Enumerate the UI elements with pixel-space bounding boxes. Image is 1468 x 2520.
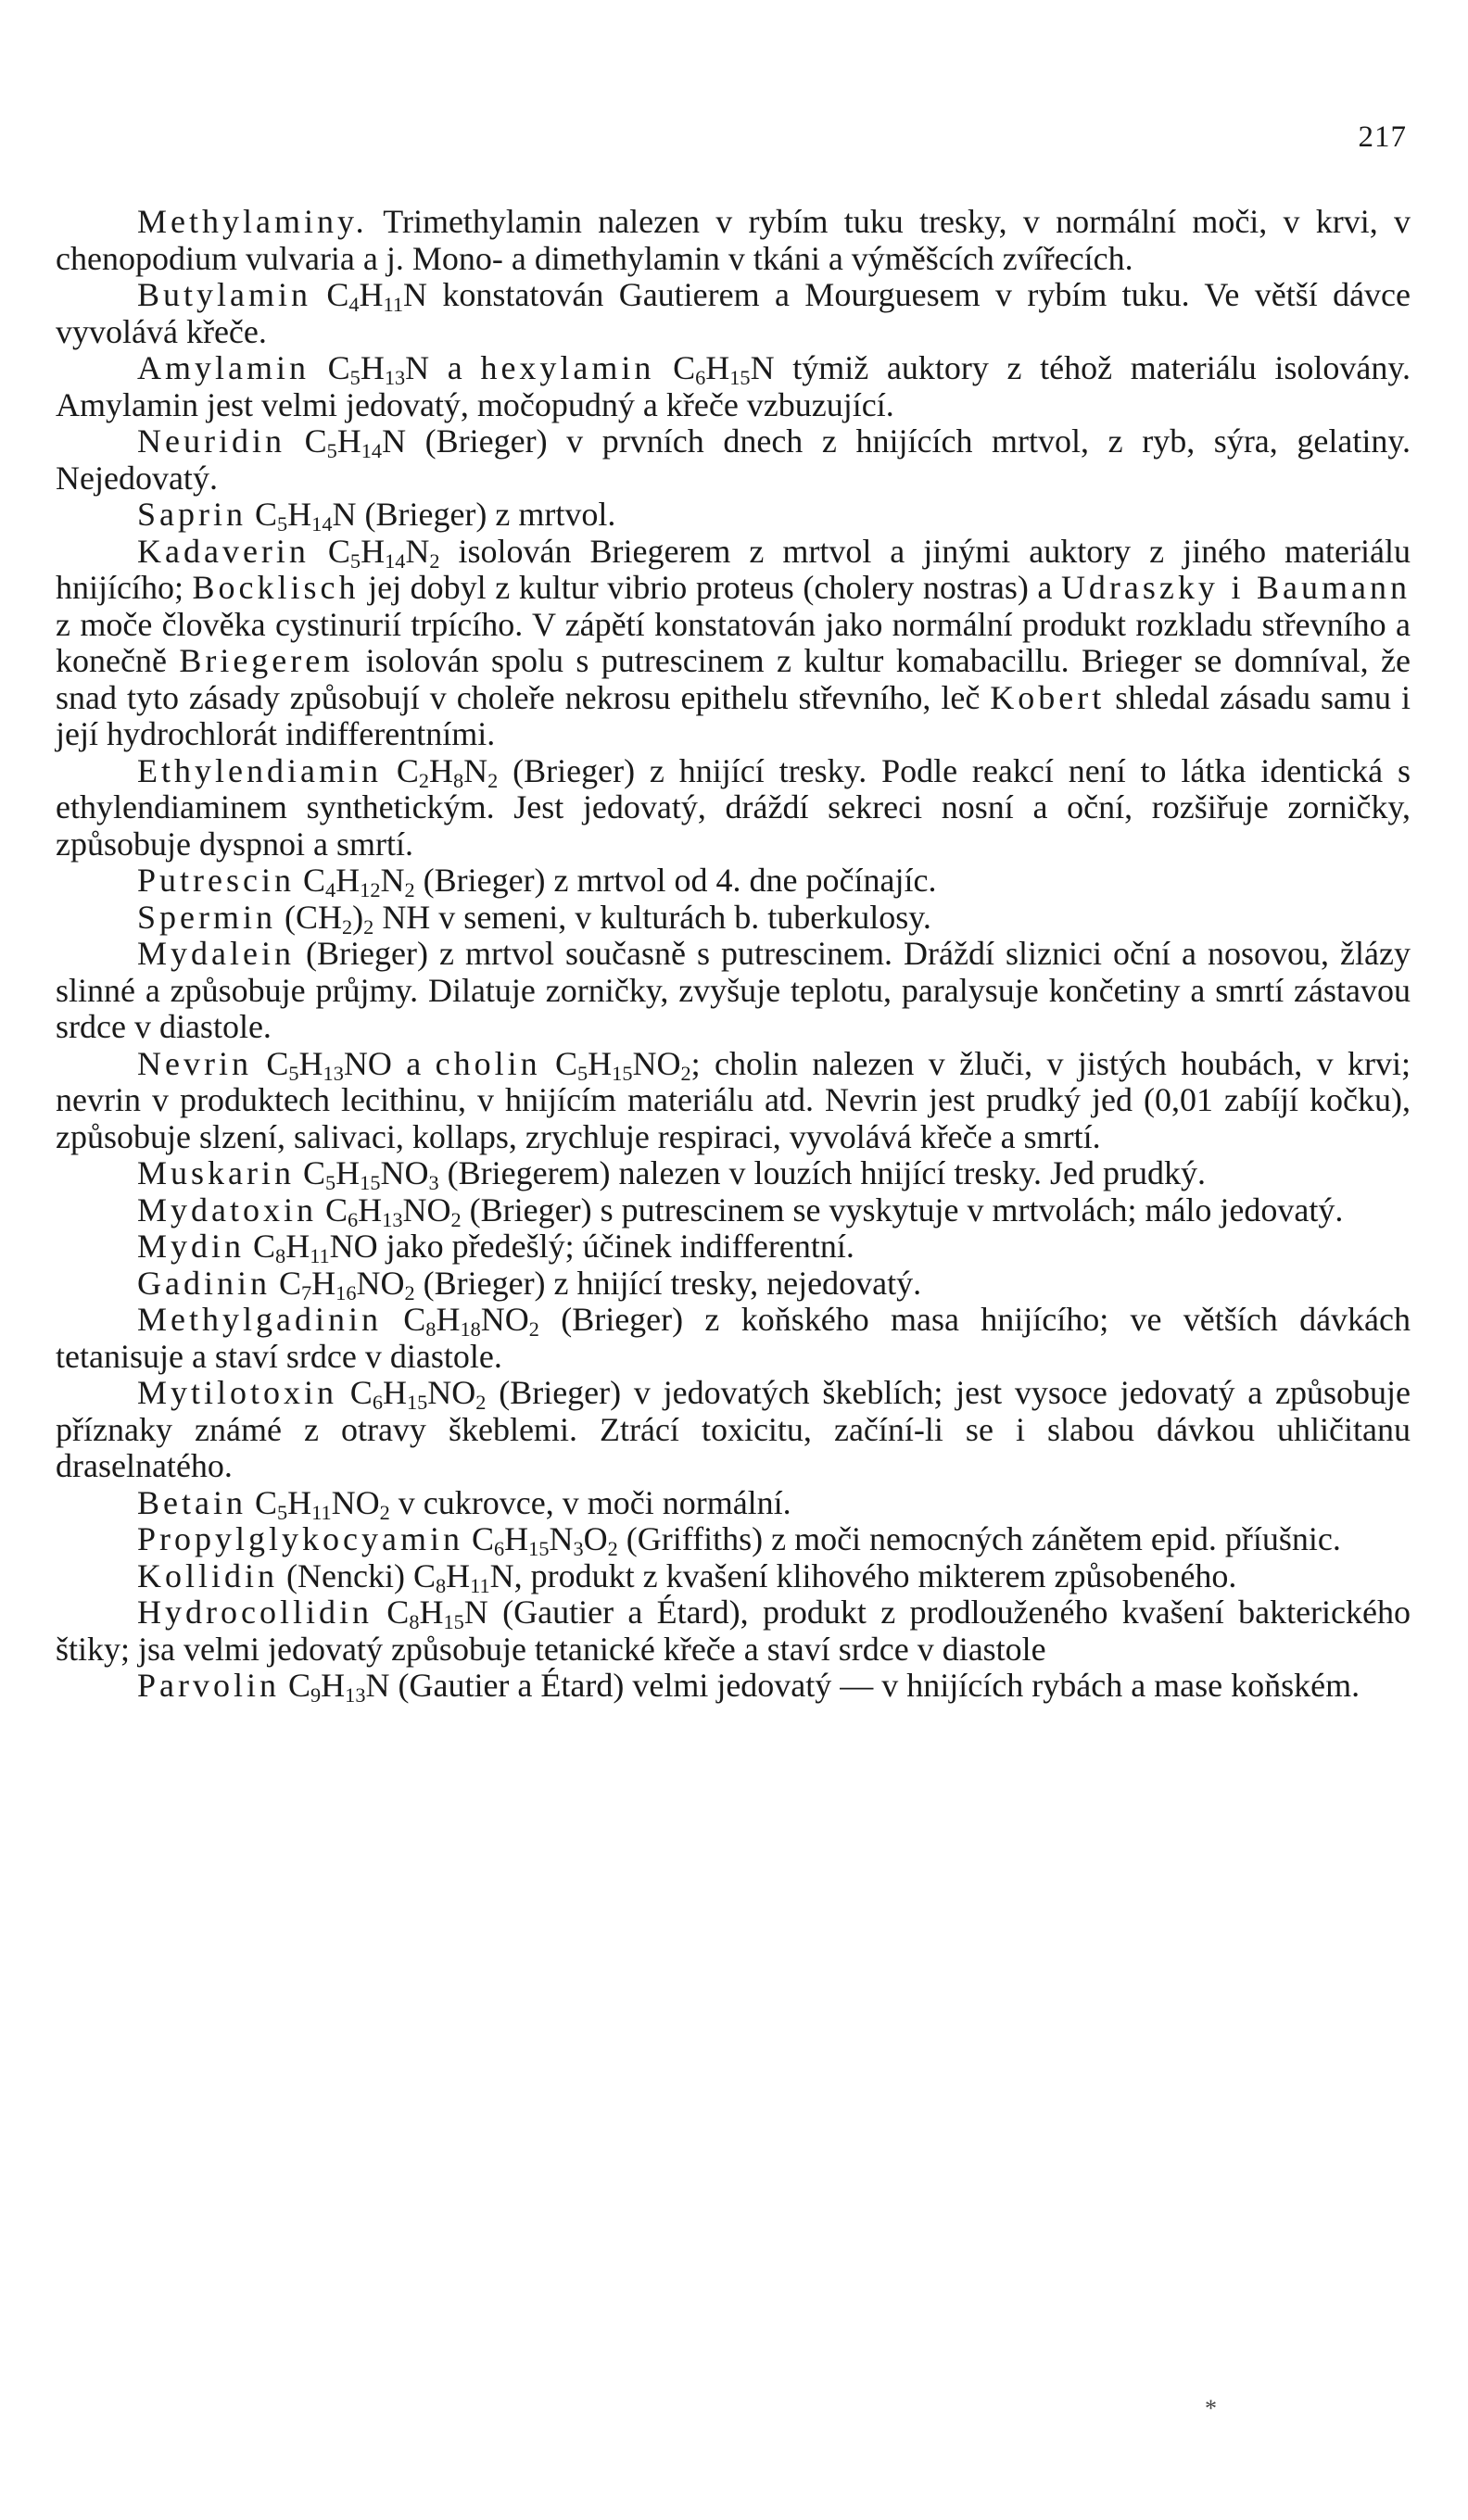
author-name: Bocklisch [192, 569, 360, 606]
body-text: ) [352, 898, 364, 936]
entry-parvolin [56, 1668, 1411, 1705]
subscript: 5 [349, 548, 361, 573]
body-text: (CH [276, 898, 342, 936]
subscript: 2 [404, 1280, 415, 1304]
subscript: 2 [487, 768, 499, 792]
body-text: H [335, 862, 361, 899]
subscript: 2 [528, 1317, 539, 1342]
compound-term: Parvolin [137, 1667, 280, 1704]
entry-kollidin [56, 1558, 1411, 1595]
body-text: NO jako předešlý; účinek indifferentní. [329, 1228, 854, 1265]
body-text: C [654, 349, 696, 386]
compound-term: Spermin [137, 898, 276, 936]
body-text: NO [356, 1264, 405, 1302]
entry-hydrocollidin [56, 1594, 1411, 1668]
subscript: 5 [349, 366, 361, 390]
compound-term: Gadinin [137, 1264, 271, 1302]
entry-neuridin [56, 423, 1411, 497]
compound-term: Saprin [137, 496, 247, 533]
body-text: C [245, 1228, 276, 1265]
body-text: NO [380, 1154, 429, 1191]
subscript: 13 [345, 1683, 366, 1707]
entry-muskarin [56, 1154, 1411, 1195]
subscript: 15 [612, 1061, 633, 1085]
body-text: N (Gautier a Étard), produkt z prodlouženého kvašení bakterického štiky; jsa velmi jedovatý způsobuje tetanické křeče a staví srdce v diastole [56, 1594, 1411, 1668]
subscript: 11 [383, 293, 404, 317]
body-text: z moče člověka cystinurií trpícího. V zápětí konstatován jako normální produkt rozkladu střevního a konečně [56, 605, 1411, 679]
compound-term: Ethylendiamin [137, 751, 382, 789]
subscript: 5 [277, 512, 288, 536]
body-text: C [337, 1374, 373, 1411]
compound-term: Neuridin [137, 422, 285, 460]
entry-mytilotoxin [56, 1375, 1411, 1485]
author-name: Kobert [990, 678, 1106, 716]
entry-betain [56, 1485, 1411, 1522]
body-text: H [358, 1191, 383, 1228]
body-text: O [583, 1520, 608, 1557]
body-text: H [504, 1520, 529, 1557]
body-text: (Nencki) C [278, 1556, 436, 1594]
entry-propylglykocyamin [56, 1520, 1411, 1561]
subscript: 8 [425, 1317, 437, 1342]
subscript: 18 [460, 1317, 481, 1342]
subscript: 4 [348, 293, 360, 317]
body-text: H [298, 1044, 323, 1082]
body-text: H [436, 1301, 461, 1338]
subscript: 5 [277, 1500, 288, 1524]
compound-term: Amylamin [137, 349, 310, 386]
subscript: 2 [404, 878, 415, 902]
subscript: 9 [310, 1683, 322, 1707]
page-number: 217 [1358, 120, 1407, 154]
compound-term: Kadaverin [137, 532, 310, 570]
body-text: (Brieger) z mrtvol od 4. dne počínajíc. [414, 862, 937, 899]
subscript: 5 [325, 1171, 336, 1195]
body-text: NO [402, 1191, 451, 1228]
body-text: N, produkt z kvašení klihového mikterem způsobeného. [489, 1556, 1237, 1594]
subscript: 15 [406, 1391, 428, 1415]
compound-term: Butylamin [137, 276, 311, 313]
entry-nevrin [56, 1046, 1411, 1156]
subscript: 7 [301, 1280, 312, 1304]
body-text: C [381, 751, 419, 789]
subscript: 12 [360, 878, 381, 902]
compound-term: Betain [137, 1483, 247, 1521]
body-text: (Brieger) z mrtvol současně s putrescinem. Dráždí sliznici oční a nosovou, žlázy slinné a způsobuje průjmy. Dilatuje zorničky, zvyšuje teplotu, paralysuje končetiny a smrtí zástavou srdce v diastole. [56, 935, 1411, 1045]
entry-ethylendiamin [56, 753, 1411, 863]
subscript: 6 [494, 1537, 505, 1561]
subscript: 11 [470, 1573, 490, 1597]
subscript: 8 [435, 1573, 447, 1597]
entry-butylamin [56, 277, 1411, 350]
subscript: 4 [325, 878, 336, 902]
subscript: 14 [311, 512, 333, 536]
body-text: H [429, 751, 453, 789]
body-text: C [381, 1301, 426, 1338]
body-text: C [246, 1483, 277, 1521]
body-text: C [280, 1667, 311, 1704]
subscript: 5 [288, 1061, 299, 1085]
body-text: (Briegerem) nalezen v louzích hnijící tresky. Jed prudký. [438, 1154, 1207, 1191]
body-text: (Brieger) z koňského masa hnijícího; ve větších dávkách tetanisuje a staví srdce v diastole. [56, 1301, 1411, 1375]
body-text: isolován Briegerem z mrtvol a jinými auktory z jiného materiálu hnijícího; [56, 532, 1411, 606]
body-text: v cukrovce, v moči normální. [389, 1483, 791, 1521]
body-text: C [247, 496, 278, 533]
body-text: NO [427, 1374, 476, 1411]
entry-methylgadinin [56, 1302, 1411, 1375]
compound-term: Mydalein [137, 935, 295, 972]
subscript: 13 [382, 1207, 403, 1231]
subscript: 5 [577, 1061, 588, 1085]
body-text: C [294, 862, 325, 899]
compound-term: Hydrocollidin [137, 1594, 373, 1631]
entry-gadinin [56, 1266, 1411, 1303]
body-text: N (Gautier a Étard) velmi jedovatý — v hnijících rybách a mase koňském. [365, 1667, 1360, 1704]
subscript: 3 [573, 1537, 584, 1561]
body-text: C [540, 1044, 577, 1082]
entry-putrescin [56, 863, 1411, 900]
body-text: (Brieger) z hnijící tresky, nejedovatý. [414, 1264, 922, 1302]
entry-mydatoxin [56, 1192, 1411, 1229]
body-text: isolován spolu s putrescinem z kultur komabacillu. Brieger se domníval, že snad tyto zásady způsobují v choleře nekrosu epithelu střevního, leč [56, 642, 1411, 716]
body-text: H [336, 422, 361, 460]
author-name: Udraszky i Baumann [1060, 569, 1411, 606]
subscript: 2 [363, 914, 374, 939]
body-text: C [317, 1191, 348, 1228]
body-text: C [372, 1594, 410, 1631]
subscript: 8 [409, 1610, 420, 1634]
text-column [56, 204, 1411, 1705]
subscript: 2 [450, 1207, 462, 1231]
compound-term: cholin [435, 1044, 541, 1082]
subscript: 14 [361, 439, 383, 463]
compound-term: Kollidin [137, 1556, 279, 1594]
body-text: C [311, 276, 349, 313]
body-text: H [446, 1556, 471, 1594]
subscript: 2 [475, 1391, 487, 1415]
compound-term: Muskarin [137, 1154, 295, 1191]
subscript: 15 [360, 1171, 381, 1195]
body-text: N týmiž auktory z téhož materiálu isolovány. Amylamin jest velmi jedovatý, močopudný a křeče vzbuzující. [56, 349, 1411, 423]
compound-term: Nevrin [137, 1044, 252, 1082]
body-text: H [588, 1044, 613, 1082]
body-text: H [287, 496, 312, 533]
body-text: N [463, 751, 488, 789]
subscript: 15 [443, 1610, 464, 1634]
body-text: H [359, 276, 384, 313]
compound-term: hexylamin [480, 349, 655, 386]
body-text: (Brieger) s putrescinem se vyskytuje v mrtvolách; málo jedovatý. [461, 1191, 1344, 1228]
author-name: Briegerem [179, 642, 354, 679]
subscript: 16 [335, 1280, 357, 1304]
body-text: H [382, 1374, 407, 1411]
subscript: 6 [348, 1207, 359, 1231]
body-text: (Griffiths) z moči nemocných zánětem epid. příušnic. [617, 1520, 1341, 1557]
subscript: 14 [385, 548, 406, 573]
body-text: N [549, 1520, 574, 1557]
compound-term: Propylglykocyamin [137, 1520, 463, 1557]
subscript: 2 [607, 1537, 618, 1561]
subscript: 15 [729, 366, 751, 390]
body-text: C [251, 1044, 289, 1082]
subscript: 11 [311, 1500, 332, 1524]
subscript: 13 [384, 366, 406, 390]
subscript: 2 [379, 1500, 390, 1524]
compound-term: Mydatoxin [137, 1191, 317, 1228]
subscript: 15 [528, 1537, 550, 1561]
body-text: Trimethylamin nalezen v rybím tuku tresky, v normální moči, v krvi, v chenopodium vulvaria a j. Mono- a dimethylamin v tkáni a výměšcích zvířecích. [56, 203, 1411, 277]
body-text: jej dobyl z kultur vibrio proteus (cholery nostras) a [359, 569, 1061, 606]
body-text: C [285, 422, 327, 460]
subscript: 2 [429, 548, 440, 573]
body-text: NO [480, 1301, 529, 1338]
body-text: N (Brieger) v prvních dnech z hnijících mrtvol, z ryb, sýra, gelatiny. Nejedovatý. [56, 422, 1411, 497]
body-text: C [295, 1154, 326, 1191]
subscript: 6 [695, 366, 706, 390]
entry-amylamin [56, 350, 1411, 423]
body-text: NO a [343, 1044, 436, 1082]
compound-term: Mytilotoxin [137, 1374, 338, 1411]
entry-saprin [56, 497, 1411, 534]
body-text: N konstatován Gautierem a Mourguesem v rybím tuku. Ve větší dávce vyvolává křeče. [56, 276, 1411, 350]
body-text: H [335, 1154, 361, 1191]
compound-term: Methylaminy. [137, 203, 368, 240]
entry-spermin [56, 900, 1411, 937]
body-text: N (Brieger) z mrtvol. [332, 496, 616, 533]
entry-kadaverin [56, 534, 1411, 753]
compound-term: Methylgadinin [137, 1301, 382, 1338]
body-text: H [285, 1228, 310, 1265]
subscript: 8 [453, 768, 464, 792]
entry-mydalein [56, 936, 1411, 1046]
body-text: shledal zásadu samu i její hydrochlorát indifferentními. [56, 678, 1411, 752]
body-text: NH v semeni, v kulturách b. tuberkulosy. [373, 898, 931, 936]
compound-term: Mydin [137, 1228, 246, 1265]
subscript: 5 [326, 439, 337, 463]
footer-mark: * [1205, 2395, 1217, 2422]
body-text: ; cholin nalezen v žluči, v jistých houbách, v krvi; nevrin v produktech lecithinu, v hnijícím materiálu atd. Nevrin jest prudký jed (0,01 zabíjí kočku), způsobuje slzení, salivaci, kollaps, zrychluje respiraci, vyvolává křeče a smrtí. [56, 1044, 1411, 1155]
body-text: N a [405, 349, 481, 386]
subscript: 11 [310, 1244, 330, 1268]
body-text: H [311, 1264, 336, 1302]
entry-mydin [56, 1228, 1411, 1266]
body-text: C [309, 532, 350, 570]
body-text: (Brieger) z hnijící tresky. Podle reakcí není to látka identická s ethylendiaminem synthetickým. Jest jedovatý, dráždí sekreci nosní a oční, rozšiřuje zorničky, způsobuje dyspnoi a smrtí. [56, 751, 1411, 863]
body-text: N [380, 862, 405, 899]
body-text: C [309, 349, 350, 386]
body-text: NO [331, 1483, 380, 1521]
entry-methylaminy [56, 204, 1411, 277]
subscript: 8 [275, 1244, 286, 1268]
body-text: N [405, 532, 430, 570]
subscript: 13 [323, 1061, 344, 1085]
body-text: C [270, 1264, 301, 1302]
body-text: (Brieger) v jedovatých škeblích; jest vysoce jedovatý a způsobuje příznaky známé z otravy škeblemi. Ztrácí toxicitu, začíní-li se i slabou dávkou uhličitanu draselnatého. [56, 1374, 1411, 1484]
body-text: H [705, 349, 730, 386]
subscript: 2 [342, 914, 353, 939]
subscript: 6 [372, 1391, 383, 1415]
subscript: 3 [428, 1171, 439, 1195]
subscript: 2 [680, 1061, 691, 1085]
body-text: H [360, 349, 385, 386]
body-text: C [462, 1520, 494, 1557]
body-text: H [321, 1667, 346, 1704]
subscript: 2 [418, 768, 429, 792]
body-text: H [419, 1594, 444, 1631]
body-text: H [287, 1483, 312, 1521]
compound-term: Putrescin [137, 862, 295, 899]
body-text: H [361, 532, 386, 570]
body-text: NO [632, 1044, 681, 1082]
